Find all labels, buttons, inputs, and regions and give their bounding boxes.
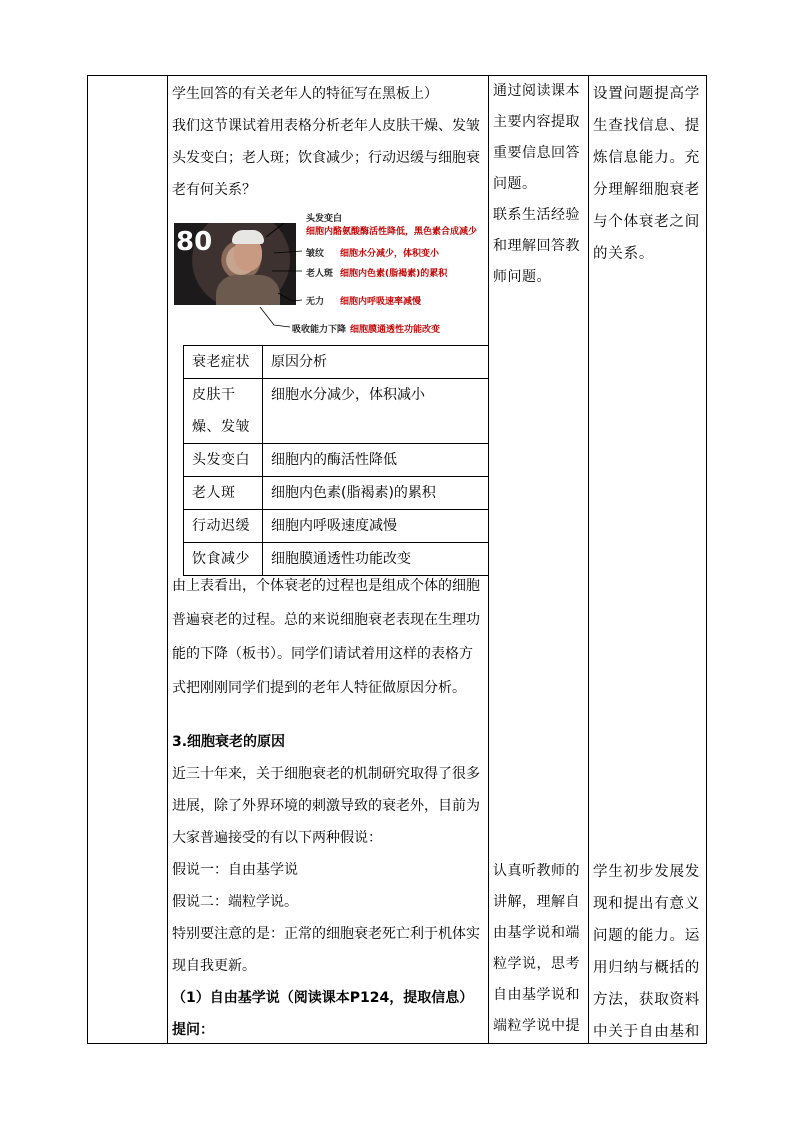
- text-line: 现和提出有意义: [593, 896, 701, 912]
- table-row: [184, 477, 489, 510]
- text-line: 通过阅读课本: [493, 83, 580, 99]
- figure-label-detail: 细胞内色素(脂褐素)的累积: [340, 269, 448, 279]
- symptom-cell: 饮食减少: [184, 543, 263, 576]
- figure-label: 吸收能力下降: [292, 325, 347, 335]
- figure-label: 老人斑: [306, 269, 334, 279]
- text-line: 假说一：自由基学说: [172, 862, 298, 878]
- figure-label-detail: 细胞膜通透性功能改变: [350, 325, 441, 335]
- text-line: 中关于自由基和: [593, 1024, 701, 1040]
- table-header-cell: 衰老症状: [184, 346, 263, 379]
- text-line: 特别要注意的是：正常的细胞衰老死亡利于机体实: [172, 926, 480, 942]
- lesson-table: [87, 75, 707, 1044]
- text-line: 方法，获取资料: [593, 992, 701, 1008]
- text-line: 老有何关系？: [172, 182, 256, 198]
- figure-connectors: [174, 223, 474, 338]
- text-line: 学生回答的有关老年人的特征写在黑板上）: [172, 86, 438, 102]
- text-line: 大家普遍接受的有以下两种假说：: [172, 830, 382, 846]
- figure-label: 皱纹: [306, 249, 325, 259]
- symptom-cell: 行动迟缓: [184, 510, 263, 543]
- text-line: 进展，除了外界环境的刺激导致的衰老外，目前为: [172, 798, 480, 814]
- symptom-cell: 头发变白: [184, 444, 263, 477]
- text-line: 问题。: [493, 176, 537, 192]
- table-header-row: [184, 346, 489, 379]
- text-line: 问题的能力。运: [593, 928, 701, 944]
- text-line: 联系生活经验: [493, 207, 580, 223]
- intro-text: [172, 78, 488, 206]
- text-line: 普遍衰老的过程。总的来说细胞衰老表现在生理功: [172, 612, 480, 628]
- design-intent-bottom: [593, 856, 705, 1048]
- text-line: 生查找信息、提: [593, 118, 701, 134]
- section-cause: [172, 726, 488, 1046]
- cause-cell: 细胞膜通透性功能改变: [263, 543, 489, 576]
- symptom-cell: 老人斑: [184, 477, 263, 510]
- after-table-text: [172, 569, 488, 705]
- text-line: 用归纳与概括的: [593, 960, 701, 976]
- cause-cell: 细胞内的酶活性降低: [263, 444, 489, 477]
- text-line: 自由基学说和: [493, 987, 580, 1003]
- text-line: 粒学说，思考: [493, 956, 580, 972]
- text-line: 主要内容提取: [493, 114, 580, 130]
- cause-cell: 细胞内呼吸速度减慢: [263, 510, 489, 543]
- design-intent-top: [593, 78, 705, 270]
- text-line: 能的下降（板书）。同学们请试着用这样的表格方: [172, 646, 473, 662]
- text-line: 师问题。: [493, 269, 551, 285]
- age-number: 80: [176, 227, 213, 257]
- figure-label-detail: 细胞内呼吸速率减慢: [340, 297, 422, 307]
- text-line: 由上表看出，个体衰老的过程也是组成个体的细胞: [172, 578, 480, 594]
- text-line: 讲解，理解自: [493, 894, 580, 910]
- text-line: 与个体衰老之间: [593, 214, 701, 230]
- aging-symptom-table: [183, 345, 489, 576]
- table-row: [184, 510, 489, 543]
- student-activity-top: [493, 76, 585, 293]
- text-line: 的关系。: [593, 246, 655, 262]
- text-line: 设置问题提高学: [593, 86, 701, 102]
- ask-label: 提问：: [172, 1022, 214, 1038]
- student-activity-bottom: [493, 856, 585, 1042]
- text-line: 学生初步发展发: [593, 864, 701, 880]
- text-line: 分理解细胞衰老: [593, 182, 701, 198]
- text-line: 近三十年来，关于细胞衰老的机制研究取得了很多: [172, 766, 480, 782]
- figure-label: 无力: [306, 297, 325, 307]
- text-line: 现自我更新。: [172, 958, 256, 974]
- symptom-cell: 皮肤干燥、发皱: [184, 379, 263, 444]
- text-line: 认真听教师的: [493, 863, 580, 879]
- text-line: 我们这节课试着用表格分析老年人皮肤干燥、发皱: [172, 118, 480, 134]
- section-title: 3.细胞衰老的原因: [172, 734, 286, 750]
- column-divider: [588, 76, 589, 1043]
- cause-cell: 细胞水分减少，体积减小: [263, 379, 489, 444]
- table-row: [184, 379, 489, 444]
- text-line: 和理解回答教: [493, 238, 580, 254]
- text-line: 端粒学说中提: [493, 1018, 580, 1034]
- cause-cell: 细胞内色素(脂褐素)的累积: [263, 477, 489, 510]
- figure-label: 头发变白: [306, 214, 343, 224]
- table-header-cell: 原因分析: [263, 346, 489, 379]
- text-line: 式把刚刚同学们提到的老年人特征做原因分析。: [172, 680, 466, 696]
- text-line: 重要信息回答: [493, 145, 580, 161]
- aging-figure: [174, 214, 478, 338]
- text-line: 由基学说和端: [493, 925, 580, 941]
- figure-label-detail: 细胞水分减少，体积变小: [340, 249, 440, 259]
- table-row: [184, 444, 489, 477]
- figure-label-detail: 细胞内酪氨酸酶活性降低，黑色素合成减少: [306, 227, 478, 237]
- text-line: 炼信息能力。充: [593, 150, 701, 166]
- column-divider: [167, 76, 168, 1043]
- sub-title: （1）自由基学说（阅读课本P124，提取信息）: [172, 990, 474, 1006]
- text-line: 头发变白；老人斑；饮食减少；行动迟缓与细胞衰: [172, 150, 480, 166]
- text-line: 假说二：端粒学说。: [172, 894, 298, 910]
